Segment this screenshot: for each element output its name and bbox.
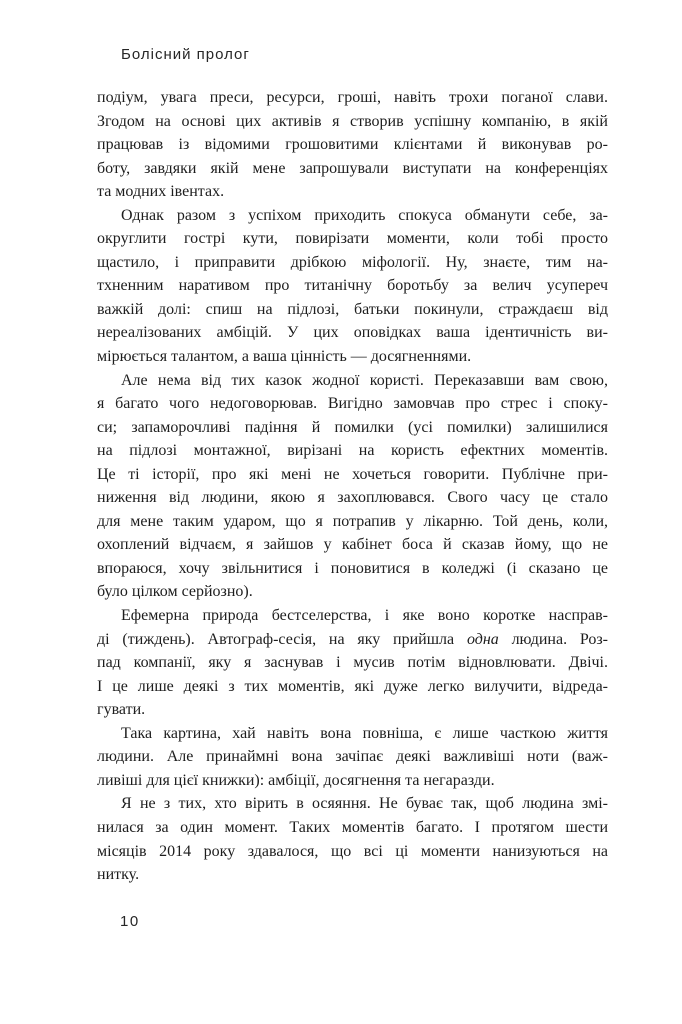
text-line: подіум, увага преси, ресурси, гроші, навіть трохи поганої слави. (97, 89, 608, 106)
text-line: впораюся, хочу звільнитися і поновитися в коледжі (і сказано це (97, 559, 608, 577)
text-line: Згодом на основі цих активів я створив успішну компанію, в якій (97, 112, 608, 130)
text-line: тхненним наративом про титанічну боротьбу за велич усупереч (97, 277, 608, 295)
text-line: Ефемерна природа бестселерства, і яке воно коротке насправ- (121, 607, 608, 625)
text-line: важкій долі: спиш на підлозі, батьки покинули, страждаєш від (97, 300, 608, 318)
text-line: на підлозі монтажної, вирізані на користь ефектних моментів. (97, 442, 608, 460)
page-number: 10 (120, 913, 140, 930)
text-line: Але нема від тих казок жодної користі. Переказавши вам свою, (121, 371, 608, 389)
text-block (97, 86, 608, 887)
text-line: І це лише деякі з тих моментів, які дуже легко вилучити, відреда- (97, 677, 608, 695)
text-line: охоплений відчаєм, я зайшов у кабінет боса й сказав йому, що не (97, 536, 608, 554)
text-line: мірюється талантом, а ваша цінність — досягненнями. (97, 348, 472, 366)
text-line: я багато чого недоговорював. Вигідно замовчав про стрес і споку- (97, 395, 608, 413)
text-line: гувати. (97, 701, 146, 719)
text-line: Я не з тих, хто вірить в осяяння. Не буває так, щоб людина змі- (121, 795, 608, 813)
text-line: Така картина, хай навіть вона повніша, є лише часткою життя (121, 724, 608, 742)
text-line: ниження від людини, якою я захоплювався. Свого часу це стало (97, 489, 608, 507)
text-line: Це ті історії, про які мені не хочеться говорити. Публічне при- (97, 465, 608, 483)
text-line: нереалізованих амбіцій. У цих оповідках ваша ідентичність ви- (97, 324, 608, 342)
text-line: місяців 2014 року здавалося, що всі ці моменти нанизуються на (97, 842, 608, 860)
text-line: Однак разом з успіхом приходить спокуса обманути себе, за- (121, 206, 608, 224)
text-line: боту, завдяки якій мене запрошували виступати на конференціях (97, 159, 608, 177)
text-line: округлити гострі кути, повирізати моменти, коли тобі просто (97, 230, 608, 248)
text-line: було цілком серйозно). (97, 583, 253, 601)
text-line: ливіші для цієї книжки): амбіції, досягнення та негаразди. (97, 771, 495, 789)
text-line: нитку. (97, 866, 140, 884)
text-line: людини. Але принаймні вона зачіпає деякі важливіші ноти (важ- (97, 748, 608, 766)
text-line: пад компанії, яку я заснував і мусив потім відновлювати. Двічі. (97, 654, 608, 672)
text-line: та модних івентах. (97, 183, 225, 201)
running-header: Болісний пролог (121, 46, 250, 63)
text-line: си; запаморочливі падіння й помилки (усі помилки) залишилися (97, 418, 608, 436)
text-line: щастило, і приправити дрібкою міфології. Ну, знаєте, тим на- (97, 253, 608, 271)
text-line: працював із відомими грошовитими клієнтами й виконував ро- (97, 136, 608, 154)
text-line: ді (тиждень). Автограф-сесія, на яку прийшла одна людина. Роз- (97, 630, 608, 648)
text-line: нилася за один момент. Таких моментів багато. І протягом шести (97, 818, 608, 836)
text-line: для мене таким ударом, що я потрапив у лікарню. Той день, коли, (97, 512, 608, 530)
